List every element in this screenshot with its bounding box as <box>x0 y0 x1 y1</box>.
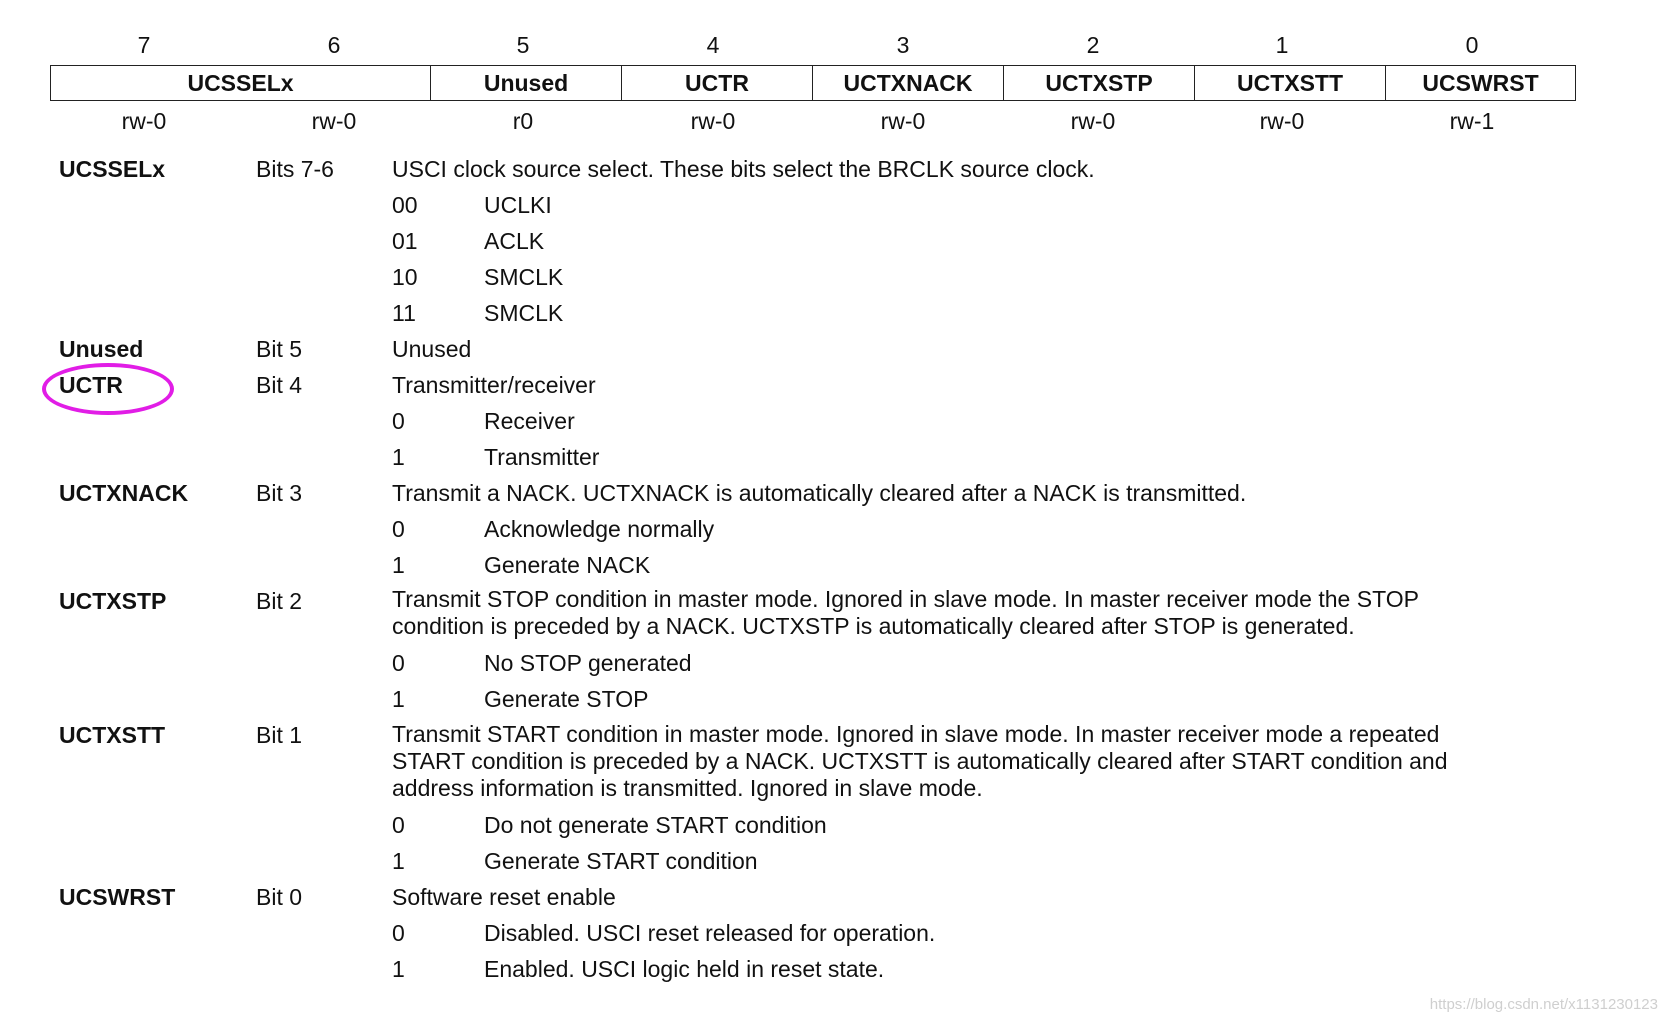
access-bit-7: rw-0 <box>121 108 167 134</box>
field-desc-uctxnack: Transmit a NACK. UCTXNACK is automatically cleared after a NACK is transmitted. <box>392 480 1247 506</box>
field-desc-uctxstt-line-1: Transmit START condition in master mode. Ignored in slave mode. In master receiver mode a repeated <box>392 721 1440 747</box>
value-text: SMCLK <box>484 300 564 326</box>
bit-number-3: 3 <box>896 32 910 58</box>
value-text: ACLK <box>484 228 545 254</box>
value-text: SMCLK <box>484 264 564 290</box>
field-bits-uctxstp: Bit 2 <box>256 588 303 614</box>
field-bits-uctr: Bit 4 <box>256 372 303 398</box>
bit-number-7: 7 <box>137 32 151 58</box>
value-code: 1 <box>392 552 405 578</box>
bit-number-1: 1 <box>1275 32 1289 58</box>
value-text: Generate NACK <box>484 552 651 578</box>
field-bits-ucswrst: Bit 0 <box>256 884 303 910</box>
bit-number-2: 2 <box>1086 32 1100 58</box>
access-bit-1: rw-0 <box>1259 108 1305 134</box>
bit-number-6: 6 <box>327 32 341 58</box>
field-name-uctxstp: UCTXSTP <box>59 588 167 614</box>
value-code: 00 <box>392 192 418 218</box>
field-name-ucswrst: UCSWRST <box>59 884 176 910</box>
field-bits-ucsselx: Bits 7-6 <box>256 156 334 182</box>
value-code: 01 <box>392 228 418 254</box>
watermark-text: https://blog.csdn.net/x1131230123 <box>1429 996 1658 1013</box>
value-code: 0 <box>392 516 405 542</box>
field-desc-unused: Unused <box>392 336 472 362</box>
field-name-uctxstt: UCTXSTT <box>59 722 166 748</box>
access-bit-5: r0 <box>512 108 534 134</box>
access-bit-4: rw-0 <box>690 108 736 134</box>
value-code: 1 <box>392 956 405 982</box>
value-text: UCLKI <box>484 192 552 218</box>
field-name-uctxnack: UCTXNACK <box>59 480 189 506</box>
value-text: Enabled. USCI logic held in reset state. <box>484 956 885 982</box>
access-bit-3: rw-0 <box>880 108 926 134</box>
field-cell-unused: Unused <box>431 66 622 101</box>
value-text: Generate START condition <box>484 848 758 874</box>
field-bits-uctxstt: Bit 1 <box>256 722 303 748</box>
register-field-table <box>50 65 1576 101</box>
field-bits-uctxnack: Bit 3 <box>256 480 303 506</box>
value-text: Acknowledge normally <box>484 516 715 542</box>
value-text: Transmitter <box>484 444 600 470</box>
field-desc-uctxstt-line-3: address information is transmitted. Ignored in slave mode. <box>392 775 983 801</box>
field-desc-uctxstp-line-1: Transmit STOP condition in master mode. Ignored in slave mode. In master receiver mode the STOP <box>392 586 1419 612</box>
access-bit-6: rw-0 <box>311 108 357 134</box>
access-bit-0: rw-1 <box>1449 108 1495 134</box>
bit-number-0: 0 <box>1465 32 1479 58</box>
value-text: No STOP generated <box>484 650 692 676</box>
field-cell-uctxstp: UCTXSTP <box>1004 66 1195 101</box>
value-text: Do not generate START condition <box>484 812 827 838</box>
field-cell-ucsselx: UCSSELx <box>51 66 431 101</box>
value-code: 1 <box>392 444 405 470</box>
field-desc-ucsselx: USCI clock source select. These bits select the BRCLK source clock. <box>392 156 1095 182</box>
value-code: 1 <box>392 686 405 712</box>
field-desc-uctxstp-line-2: condition is preceded by a NACK. UCTXSTP is automatically cleared after STOP is generated. <box>392 613 1355 639</box>
value-code: 0 <box>392 920 405 946</box>
field-desc-ucswrst: Software reset enable <box>392 884 616 910</box>
access-bit-2: rw-0 <box>1070 108 1116 134</box>
field-name-uctr: UCTR <box>59 372 123 398</box>
field-cell-uctxstt: UCTXSTT <box>1195 66 1386 101</box>
value-code: 11 <box>392 300 416 326</box>
value-text: Disabled. USCI reset released for operation. <box>484 920 936 946</box>
value-code: 10 <box>392 264 418 290</box>
field-desc-uctr: Transmitter/receiver <box>392 372 596 398</box>
value-text: Receiver <box>484 408 575 434</box>
field-desc-uctxstt-line-2: START condition is preceded by a NACK. UCTXSTT is automatically cleared after START condition and <box>392 748 1448 774</box>
field-cell-ucswrst: UCSWRST <box>1386 66 1576 101</box>
bit-number-4: 4 <box>706 32 720 58</box>
field-cell-uctxnack: UCTXNACK <box>813 66 1004 101</box>
value-text: Generate STOP <box>484 686 649 712</box>
field-bits-unused: Bit 5 <box>256 336 303 362</box>
bit-number-5: 5 <box>516 32 530 58</box>
value-code: 0 <box>392 408 405 434</box>
value-code: 0 <box>392 812 405 838</box>
field-cell-uctr: UCTR <box>622 66 813 101</box>
value-code: 0 <box>392 650 405 676</box>
field-name-ucsselx: UCSSELx <box>59 156 166 182</box>
field-name-unused: Unused <box>59 336 144 362</box>
value-code: 1 <box>392 848 405 874</box>
